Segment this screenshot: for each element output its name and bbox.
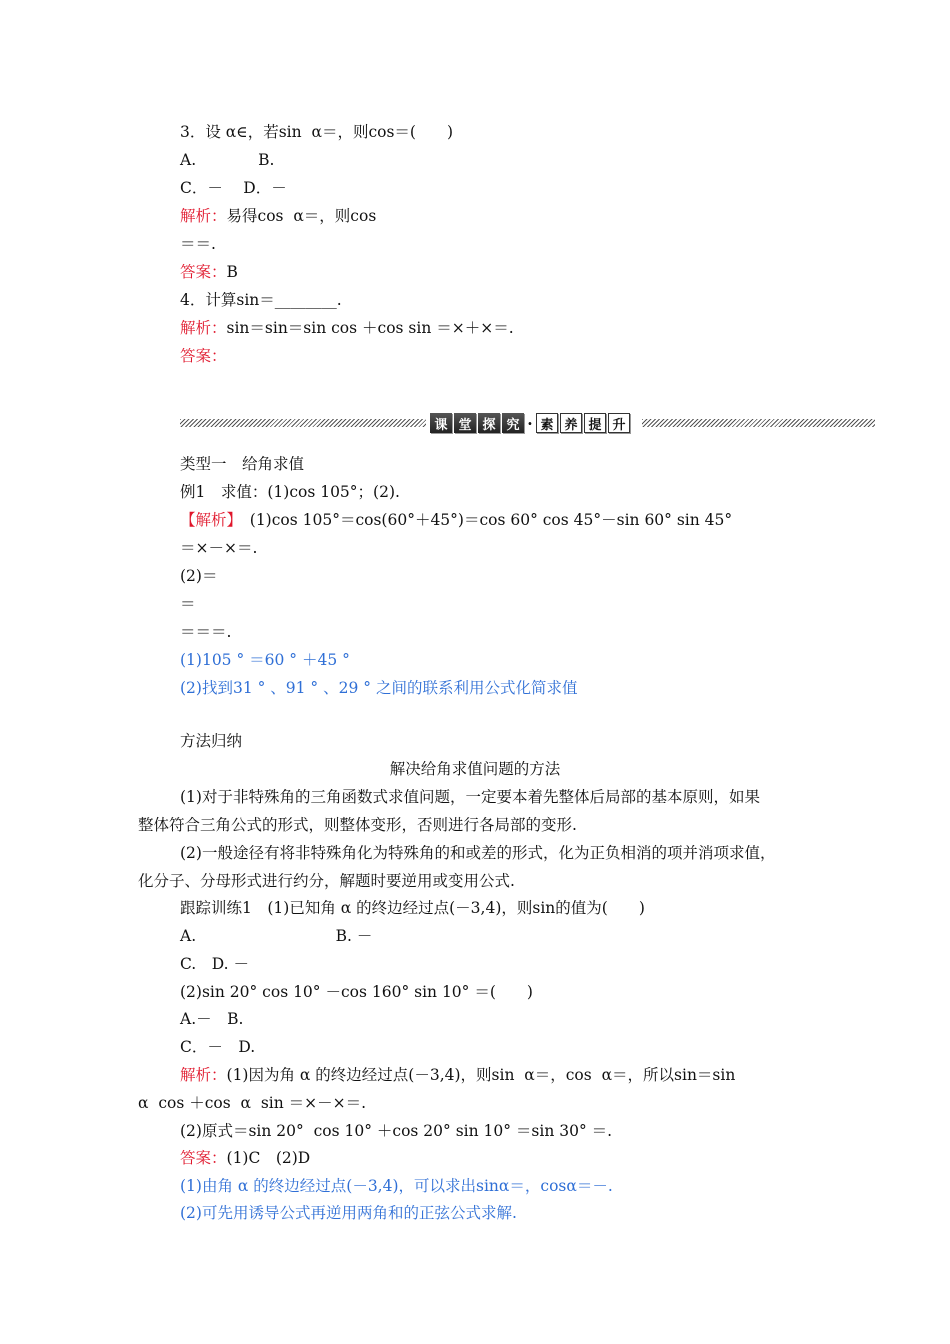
example1-hint1: (1)105 ° ＝60 ° ＋45 ° xyxy=(180,651,350,669)
q3-options-ab: A. B. xyxy=(180,151,275,169)
practice-answer xyxy=(180,1148,310,1168)
banner-char: 堂 xyxy=(454,413,476,433)
example1-analysis xyxy=(180,510,732,530)
method-p1b: 整体符合三角公式的形式，则整体变形，否则进行各局部的变形. xyxy=(138,816,577,834)
q4-analysis xyxy=(180,318,514,338)
practice-analysis-2: (2)原式＝sin 20° cos 10° ＋cos 20° sin 10° ＝sin 30° ＝. xyxy=(180,1122,613,1140)
example1-line3: (2)＝ xyxy=(180,567,218,585)
practice-analysis-text: (1)因为角 α 的终边经过点(－3,4)，则sin α＝，cos α＝，所以sin＝sin xyxy=(226,1066,736,1084)
example1-line4: ＝ xyxy=(180,595,196,613)
q3-analysis xyxy=(180,206,376,226)
practice-hint1: (1)由角 α 的终边经过点(－3,4)，可以求出sinα＝，cosα＝－. xyxy=(180,1177,613,1195)
example1-hint2: (2)找到31 ° 、91 ° 、29 ° 之间的联系利用公式化简求值 xyxy=(180,679,578,697)
banner-char: 课 xyxy=(430,413,452,433)
q3-answer xyxy=(180,262,238,282)
method-p2b: 化分子、分母形式进行约分，解题时要逆用或变用公式. xyxy=(138,872,515,890)
banner-char: 养 xyxy=(560,413,582,433)
banner-hatch-right xyxy=(642,419,875,427)
q4-stem: 4．计算sin＝________. xyxy=(180,291,342,309)
banner-char: 探 xyxy=(478,413,500,433)
q3-answer-text: B xyxy=(226,263,238,281)
answer-label: 答案： xyxy=(180,347,227,365)
practice-hint2: (2)可先用诱导公式再逆用两角和的正弦公式求解. xyxy=(180,1204,517,1222)
analysis-label: 解析： xyxy=(180,207,227,225)
answer-label: 答案： xyxy=(180,263,227,281)
example1-line2: ＝×－×＝. xyxy=(180,539,258,557)
practice1-options-cd: C. D. － xyxy=(180,955,249,973)
section-banner xyxy=(180,410,875,436)
q3-analysis-text: 易得cos α＝，则cos xyxy=(226,207,377,225)
practice-analysis xyxy=(180,1065,735,1085)
type1-heading: 类型一 给角求值 xyxy=(180,455,305,473)
practice1-options-ab: A. B. － xyxy=(180,927,373,945)
practice-analysis-cont: α cos ＋cos α sin ＝×－×＝. xyxy=(138,1094,367,1112)
method-label: 方法归纳 xyxy=(180,732,243,750)
method-p2a: (2)一般途径有将非特殊角化为特殊角的和或差的形式，化为正负相消的项并消项求值， xyxy=(180,844,776,862)
q4-answer xyxy=(180,346,227,366)
q3-options-cd: C．－ D．－ xyxy=(180,179,287,197)
q3-stem: 3．设 α∈，若sin α＝，则cos＝( ) xyxy=(180,123,454,141)
example1-line5: ＝＝＝. xyxy=(180,623,232,641)
banner-hatch-left xyxy=(180,419,426,427)
banner-char: 升 xyxy=(608,413,630,433)
answer-label: 答案： xyxy=(180,1149,227,1167)
example1-analysis-text: (1)cos 105°＝cos(60°＋45°)＝cos 60° cos 45°－sin 60° sin 45° xyxy=(234,511,733,529)
q4-analysis-text: sin＝sin＝sin cos ＋cos sin ＝×＋×＝. xyxy=(226,319,514,337)
example1-stem: 例1 求值：(1)cos 105°；(2). xyxy=(180,483,400,501)
practice1-stem: 跟踪训练1 (1)已知角 α 的终边经过点(－3,4)，则sin的值为( ) xyxy=(180,899,645,917)
practice2-stem: (2)sin 20° cos 10° －cos 160° sin 10° ＝( ) xyxy=(180,983,533,1001)
analysis-label: 解析： xyxy=(180,319,227,337)
banner-tag xyxy=(430,410,638,436)
banner-char: 素 xyxy=(536,413,558,433)
banner-dot: · xyxy=(527,413,533,433)
practice-answer-text: (1)C (2)D xyxy=(226,1149,311,1167)
practice2-options-ab: A.－ B. xyxy=(180,1010,244,1028)
method-title: 解决给角求值问题的方法 xyxy=(389,760,561,778)
q3-analysis-cont: ＝＝. xyxy=(180,235,216,253)
method-p1a: (1)对于非特殊角的三角函数式求值问题，一定要本着先整体后局部的基本原则，如果 xyxy=(180,788,760,806)
analysis-label: 【解析】 xyxy=(180,511,235,529)
analysis-label: 解析： xyxy=(180,1066,227,1084)
banner-char: 究 xyxy=(502,413,524,433)
banner-char: 提 xyxy=(584,413,606,433)
practice2-options-cd: C．－ D. xyxy=(180,1038,256,1056)
